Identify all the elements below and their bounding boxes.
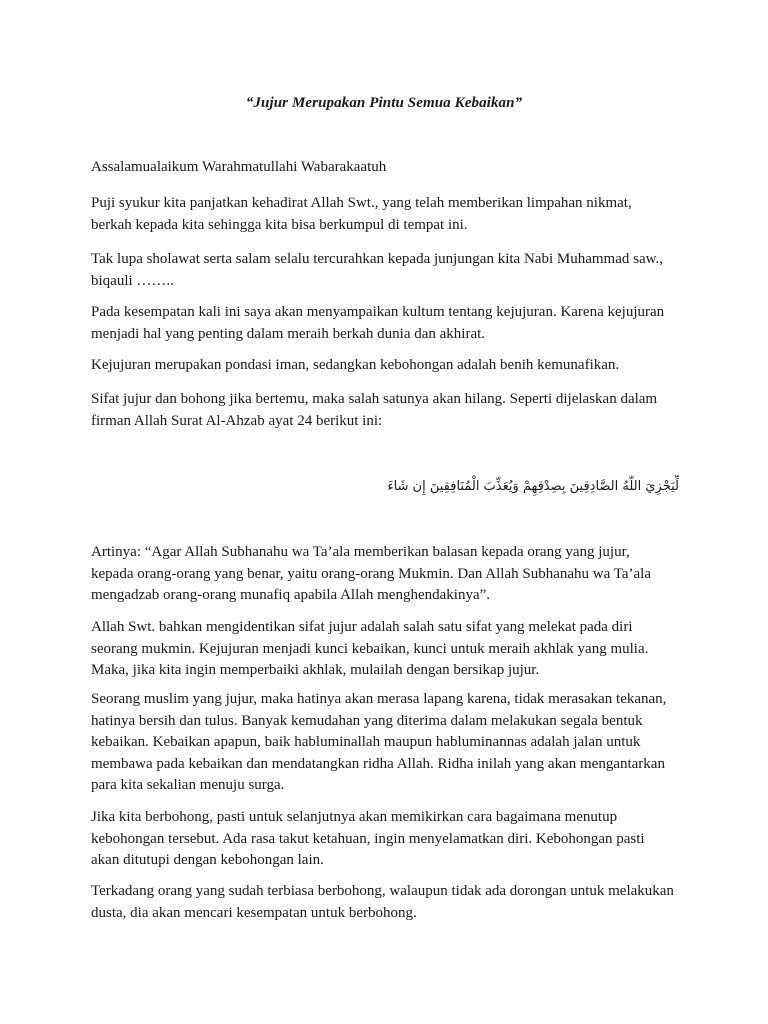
paragraph-line: para kita sekalian menuju surga. (91, 777, 285, 793)
paragraph-line: seorang mukmin. Kejujuran menjadi kunci kebaikan, kunci untuk meraih akhlak yang mulia. (91, 640, 649, 657)
paragraph-line: Sifat jujur dan bohong jika bertemu, maka salah satunya akan hilang. Seperti dijelaskan dalam (91, 391, 658, 407)
paragraph-line: mengadzab orang-orang munafiq apabila Allah menghendakinya”. (91, 587, 491, 603)
paragraph-line: Pada kesempatan kali ini saya akan menyampaikan kultum tentang kejujuran. Karena kejujuran (91, 304, 665, 320)
paragraph-9 (91, 807, 691, 872)
paragraph-line: biqauli …….. (91, 272, 174, 289)
paragraph-line: kebaikan. Kebaikan apapun, baik habluminallah maupun habluminannas adalah jalan untuk (91, 734, 641, 750)
document-title: “Jujur Merupakan Pintu Semua Kebaikan” (245, 95, 523, 111)
paragraph-line: Kejujuran merupakan pondasi iman, sedangkan kebohongan adalah benih kemunafikan. (91, 357, 620, 373)
paragraph-line: Terkadang orang yang sudah terbiasa berbohong, walaupun tidak ada dorongan untuk melakukan (91, 883, 674, 899)
paragraph-line: akan ditutupi dengan kebohongan lain. (91, 852, 324, 868)
paragraph-3 (91, 302, 691, 345)
paragraph-line: dusta, dia akan mencari kesempatan untuk berbohong. (91, 904, 417, 921)
paragraph-line: kebohongan tersebut. Ada rasa takut ketahuan, ingin menyelamatkan diri. Kebohongan pasti (91, 830, 645, 847)
paragraph-8 (91, 689, 691, 797)
arabic-verse: لِّيَجْزِيَ اللَّهُ الصَّادِقِينَ بِصِدْقِهِمْ وَيُعَذِّبَ الْمُنَافِقِينَ إِن شَاءَ (387, 479, 679, 494)
paragraph-line: Puji syukur kita panjatkan kehadirat Allah Swt., yang telah memberikan limpahan nikmat, (91, 195, 632, 211)
paragraph-line: membawa pada kebaikan dan mendatangkan ridha Allah. Ridha inilah yang akan mengantarkan (91, 755, 665, 772)
paragraph-line: Maka, jika kita ingin memperbaiki akhlak, mulailah dengan bersikap jujur. (91, 662, 540, 678)
paragraph-2 (91, 249, 691, 292)
paragraph-6 (91, 542, 691, 607)
paragraph-line: kepada orang-orang yang benar, yaitu orang-orang Mukmin. Dan Allah Subhanahu wa Ta’ala (91, 565, 651, 582)
paragraph-line: Allah Swt. bahkan mengidentikan sifat jujur adalah salah satu sifat yang melekat pada diri (91, 619, 633, 635)
paragraph-line: Artinya: “Agar Allah Subhanahu wa Ta’ala memberikan balasan kepada orang yang jujur, (91, 544, 630, 560)
greeting-paragraph (91, 157, 691, 179)
paragraph-line: Jika kita berbohong, pasti untuk selanjutnya akan memikirkan cara bagaimana menutup (91, 809, 618, 825)
paragraph-line: hatinya bersih dan tulus. Banyak kemudahan yang diterima dalam melakukan segala bentuk (91, 712, 643, 729)
paragraph-line: menjadi hal yang penting dalam meraih berkah dunia dan akhirat. (91, 325, 486, 342)
paragraph-7 (91, 617, 691, 682)
paragraph-line: Tak lupa sholawat serta salam selalu tercurahkan kepada junjungan kita Nabi Muhammad saw., (91, 251, 663, 267)
paragraph-5 (91, 389, 691, 432)
paragraph-line: berkah kepada kita sehingga kita bisa berkumpul di tempat ini. (91, 216, 468, 233)
paragraph-line: firman Allah Surat Al-Ahzab ayat 24 berikut ini: (91, 412, 383, 429)
greeting-line: Assalamualaikum Warahmatullahi Wabarakaatuh (91, 159, 387, 175)
paragraph-line: Seorang muslim yang jujur, maka hatinya akan merasa lapang karena, tidak merasakan tekanan, (91, 691, 667, 707)
paragraph-1 (91, 193, 691, 236)
paragraph-4 (91, 355, 691, 377)
paragraph-10 (91, 881, 691, 924)
